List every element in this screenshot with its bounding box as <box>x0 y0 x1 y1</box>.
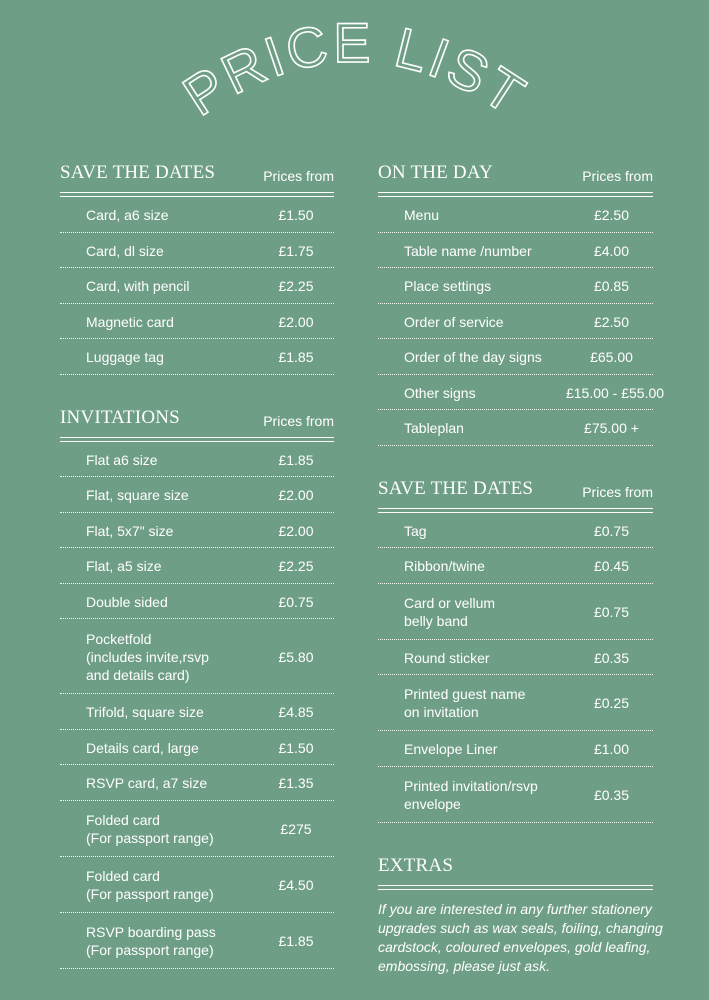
item-name: Other signs <box>404 384 476 401</box>
item-name: Magnetic card <box>86 313 174 330</box>
price-rows <box>378 513 653 823</box>
item-name: Flat, a5 size <box>86 558 162 574</box>
price-row <box>60 619 334 694</box>
price-row <box>378 584 653 640</box>
price-list-title <box>0 0 709 150</box>
item-name: RSVP boarding pass (For passport range) <box>86 923 216 958</box>
item-name: Order of the day signs <box>404 349 542 365</box>
item-price: £0.75 <box>278 593 314 610</box>
price-row <box>60 477 334 513</box>
item-price: £2.00 <box>278 522 314 539</box>
section-subtitle: Prices from <box>263 412 334 429</box>
price-row <box>60 548 334 584</box>
item-price: £0.75 <box>593 522 630 539</box>
item-price: £1.85 <box>278 349 314 365</box>
price-row <box>378 767 653 823</box>
price-row <box>60 730 334 766</box>
item-price: £0.35 <box>593 649 630 666</box>
price-row <box>60 233 334 269</box>
price-row <box>378 233 653 269</box>
price-row <box>60 339 334 375</box>
price-row <box>60 694 334 730</box>
price-row <box>378 548 653 584</box>
price-row <box>378 339 653 375</box>
item-name: Menu <box>404 207 440 223</box>
section-header <box>378 160 653 184</box>
item-name: Double sided <box>86 593 168 610</box>
item-price: £2.50 <box>593 313 630 330</box>
item-name: Folded card (For passport range) <box>86 811 214 846</box>
item-name: Place settings <box>404 278 492 294</box>
right-column <box>378 160 665 976</box>
item-price: £1.00 <box>593 741 630 757</box>
section-title: SAVE THE DATES <box>60 162 216 183</box>
price-rows <box>60 442 334 969</box>
item-price: £2.50 <box>593 207 630 223</box>
section-title: SAVE THE DATES <box>378 477 534 499</box>
section-title: EXTRAS <box>378 854 454 876</box>
section-subtitle: Prices from <box>582 483 653 500</box>
item-name: Ribbon/twine <box>404 558 485 574</box>
price-row <box>378 268 653 304</box>
section-header <box>60 405 334 429</box>
price-row <box>60 304 334 340</box>
section-save-the-dates <box>60 160 334 375</box>
item-name: Tag <box>404 522 427 539</box>
item-name: Luggage tag <box>86 349 164 365</box>
price-row <box>60 801 334 857</box>
item-name: Card, dl size <box>86 242 164 259</box>
item-price: £0.35 <box>593 786 630 803</box>
item-name: Card, with pencil <box>86 278 190 294</box>
item-price: £4.85 <box>278 704 314 720</box>
extras-description: If you are interested in any further stationery upgrades such as wax seals, foiling, changing cardstock, coloured envelopes, gold leafing, embossing, please just ask. <box>378 900 663 974</box>
item-price: £65.00 <box>590 349 633 365</box>
item-name: Printed invitation/rsvp envelope <box>404 777 538 812</box>
price-row <box>60 765 334 801</box>
section-subtitle: Prices from <box>263 168 334 184</box>
section-header <box>60 160 334 184</box>
price-row <box>60 268 334 304</box>
price-list-title-text: PRICE LIST <box>172 10 538 128</box>
item-name: Trifold, square size <box>86 704 204 720</box>
item-price: £1.35 <box>278 775 314 791</box>
item-name: Details card, large <box>86 739 199 756</box>
item-price: £75.00 + <box>584 420 639 436</box>
section-header <box>378 476 653 500</box>
price-row <box>60 913 334 969</box>
item-price: £1.75 <box>278 242 314 259</box>
section-title: ON THE DAY <box>378 162 493 183</box>
section-invitations <box>60 405 334 969</box>
item-price: £1.85 <box>278 932 314 949</box>
price-row <box>378 640 653 676</box>
item-price: £1.50 <box>278 739 314 756</box>
section-save-the-dates-extras <box>378 476 653 823</box>
price-row <box>378 675 653 731</box>
item-price: £275 <box>280 820 312 837</box>
item-price: £2.25 <box>278 558 314 574</box>
left-column <box>60 160 334 969</box>
double-divider <box>378 885 653 890</box>
item-name: Card, a6 size <box>86 207 169 223</box>
price-row <box>378 304 653 340</box>
item-price: £2.00 <box>278 313 314 330</box>
price-row <box>378 375 665 411</box>
item-name: RSVP card, a7 size <box>86 775 208 791</box>
price-row <box>378 513 653 549</box>
item-price: £15.00 - £55.00 <box>565 384 665 401</box>
price-row <box>378 731 653 767</box>
price-row <box>60 857 334 913</box>
price-row <box>378 197 653 233</box>
item-name: Card or vellum belly band <box>404 594 496 629</box>
item-name: Tableplan <box>404 420 464 436</box>
item-name: Order of service <box>404 313 504 330</box>
item-price: £0.45 <box>593 558 630 574</box>
item-price: £0.75 <box>593 603 630 620</box>
item-price: £0.85 <box>593 278 630 294</box>
item-price: £0.25 <box>593 695 630 711</box>
price-row <box>60 442 334 478</box>
price-row <box>60 513 334 549</box>
price-row <box>378 410 653 446</box>
price-row <box>60 584 334 620</box>
item-price: £4.00 <box>593 242 630 259</box>
item-name: Printed guest name on invitation <box>404 686 526 720</box>
item-name: Flat, square size <box>86 487 189 503</box>
item-price: £2.00 <box>278 487 314 503</box>
price-row <box>60 197 334 233</box>
item-price: £1.50 <box>278 207 314 223</box>
item-name: Envelope Liner <box>404 741 498 757</box>
item-price: £5.80 <box>278 649 314 665</box>
item-name: Folded card (For passport range) <box>86 867 214 902</box>
item-price: £1.85 <box>278 451 314 468</box>
item-name: Table name /number <box>404 242 532 259</box>
section-on-the-day <box>378 160 665 446</box>
item-name: Round sticker <box>404 649 490 666</box>
item-price: £4.50 <box>278 876 314 893</box>
item-name: Pocketfold (includes invite,rsvp and details card) <box>86 631 209 683</box>
item-price: £2.25 <box>278 278 314 294</box>
section-subtitle: Prices from <box>582 168 653 184</box>
price-rows <box>378 197 665 446</box>
item-name: Flat, 5x7" size <box>86 522 174 539</box>
section-title: INVITATIONS <box>60 406 180 428</box>
price-rows <box>60 197 334 375</box>
section-header <box>378 853 653 877</box>
item-name: Flat a6 size <box>86 451 158 468</box>
section-extras <box>378 853 663 976</box>
